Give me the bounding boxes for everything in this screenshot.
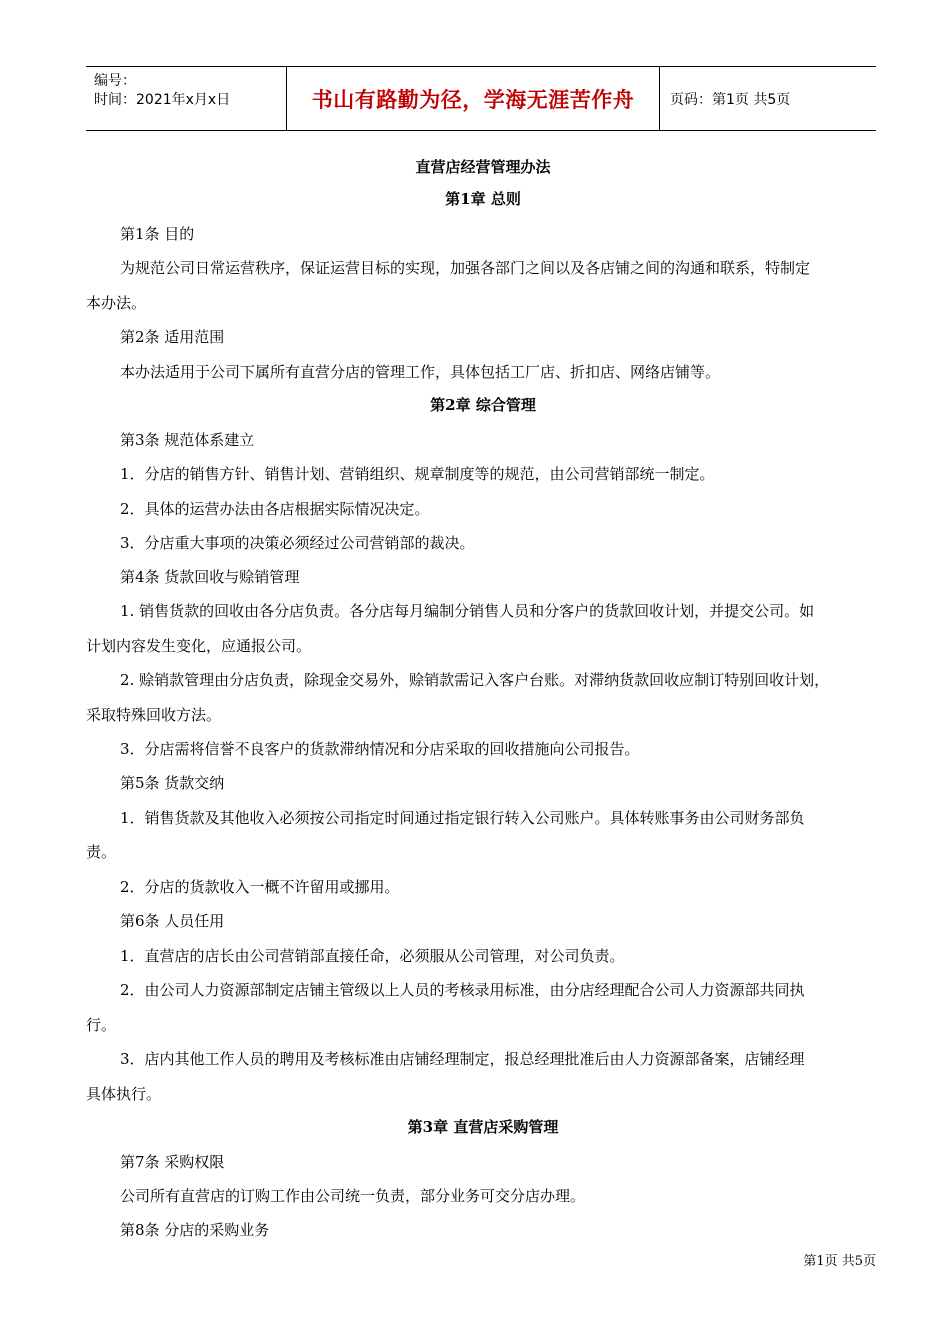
article-7-heading: 第7条 采购权限 (120, 1153, 225, 1171)
header-meta-cell (86, 67, 287, 130)
article-5-item-1-line-1: 1．销售货款及其他收入必须按公司指定时间通过指定银行转入公司账户。具体转账事务由公司财务部负 (120, 809, 805, 827)
header-motto-cell (287, 67, 660, 130)
article-5-heading: 第5条 货款交纳 (120, 774, 225, 792)
document-title: 直营店经营管理办法 (415, 158, 551, 176)
article-6-item-2-line-2: 行。 (86, 1016, 117, 1034)
footer-page-indicator: 第1页 共5页 (803, 1254, 876, 1269)
article-4-item-1-line-1: 1. 销售货款的回收由各分店负责。各分店每月编制分销售人员和分客户的货款回收计划，并提交公司。如 (120, 602, 815, 620)
article-1-heading: 第1条 目的 (120, 225, 195, 243)
article-1-paragraph-line-1: 为规范公司日常运营秩序，保证运营目标的实现，加强各部门之间以及各店铺之间的沟通和联系，特制定 (120, 259, 811, 277)
article-4-item-2-line-1: 2. 赊销款管理由分店负责，除现金交易外，赊销款需记入客户台账。对滞纳货款回收应制订特别回收计划， (120, 671, 830, 689)
article-2-heading: 第2条 适用范围 (120, 328, 225, 346)
article-3-heading: 第3条 规范体系建立 (120, 431, 255, 449)
article-6-item-2-line-1: 2．由公司人力资源部制定店铺主管级以上人员的考核录用标准，由分店经理配合公司人力资源部共同执 (120, 981, 805, 999)
article-2-paragraph: 本办法适用于公司下属所有直营分店的管理工作，具体包括工厂店、折扣店、网络店铺等。 (120, 363, 721, 381)
time-label: 时间：2021年x月x日 (94, 92, 231, 108)
article-1-paragraph-line-2: 本办法。 (86, 294, 147, 312)
article-4-heading: 第4条 货款回收与赊销管理 (120, 568, 300, 586)
article-3-item-2: 2．具体的运营办法由各店根据实际情况决定。 (120, 500, 430, 518)
article-6-item-3-line-2: 具体执行。 (86, 1085, 162, 1103)
article-7-paragraph: 公司所有直营店的订购工作由公司统一负责，部分业务可交分店办理。 (120, 1187, 586, 1205)
article-5-item-2: 2．分店的货款收入一概不许留用或挪用。 (120, 878, 400, 896)
article-4-item-3: 3．分店需将信誉不良客户的货款滞纳情况和分店采取的回收措施向公司报告。 (120, 740, 640, 758)
chapter-3-title: 第3章 直营店采购管理 (407, 1118, 559, 1136)
article-3-item-1: 1．分店的销售方针、销售计划、营销组织、规章制度等的规范，由公司营销部统一制定。 (120, 465, 715, 483)
article-6-item-1: 1．直营店的店长由公司营销部直接任命，必须服从公司管理，对公司负责。 (120, 947, 625, 965)
article-6-item-3-line-1: 3．店内其他工作人员的聘用及考核标准由店铺经理制定，报总经理批准后由人力资源部备案，店铺经理 (120, 1050, 805, 1068)
document-header (86, 66, 876, 131)
article-6-heading: 第6条 人员任用 (120, 912, 225, 930)
chapter-1-title: 第1章 总则 (445, 190, 521, 208)
page-code: 页码：第1页 共5页 (670, 91, 791, 108)
header-page-cell (660, 67, 876, 130)
article-4-item-2-line-2: 采取特殊回收方法。 (86, 706, 222, 724)
number-label: 编号： (94, 73, 136, 89)
article-8-heading: 第8条 分店的采购业务 (120, 1221, 270, 1239)
article-4-item-1-line-2: 计划内容发生变化，应通报公司。 (86, 637, 312, 655)
motto-text: 书山有路勤为径，学海无涯苦作舟 (311, 87, 635, 112)
article-5-item-1-line-2: 责。 (86, 843, 117, 861)
chapter-2-title: 第2章 综合管理 (430, 396, 536, 414)
article-3-item-3: 3．分店重大事项的决策必须经过公司营销部的裁决。 (120, 534, 475, 552)
